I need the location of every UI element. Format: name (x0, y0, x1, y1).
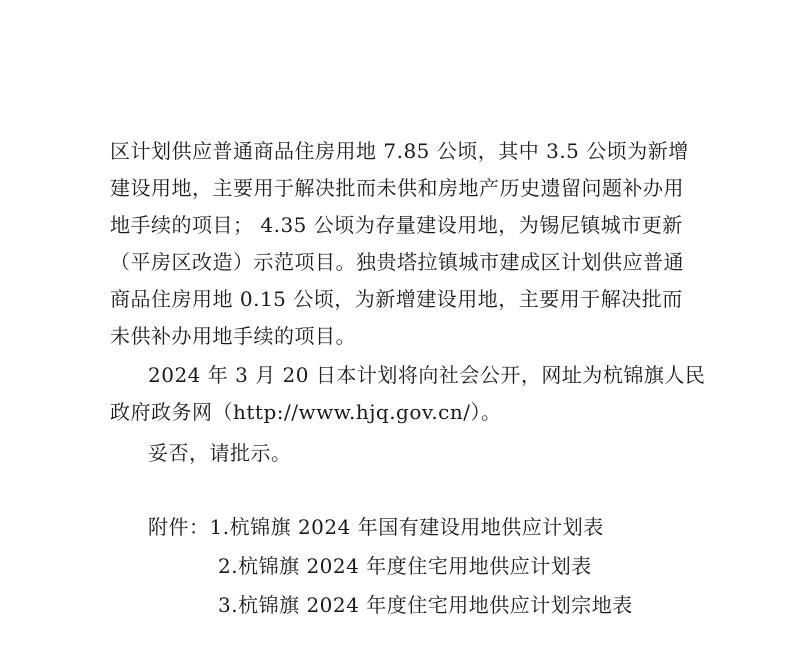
attachment-item-1: 附件：1.杭锦旗 2024 年国有建设用地供应计划表 (148, 515, 604, 539)
closing-request: 妥否，请批示。 (148, 441, 292, 465)
attachment-item-3: 3.杭锦旗 2024 年度住宅用地供应计划宗地表 (218, 593, 633, 617)
publication-line-1: 2024 年 3 月 20 日本计划将向社会公开，网址为杭锦旗人民 (148, 363, 706, 387)
publication-line-2: 政府政务网（http://www.hjq.gov.cn/）。 (110, 400, 502, 424)
paragraph-line-2: 建设用地，主要用于解决批而未供和房地产历史遗留问题补办用 (110, 176, 684, 200)
paragraph-line-4: （平房区改造）示范项目。独贵塔拉镇城市建成区计划供应普通 (110, 250, 684, 274)
paragraph-line-6: 未供补办用地手续的项目。 (110, 324, 356, 348)
paragraph-line-1: 区计划供应普通商品住房用地 7.85 公顷，其中 3.5 公顷为新增 (110, 139, 689, 163)
paragraph-line-3: 地手续的项目； 4.35 公顷为存量建设用地，为锡尼镇城市更新 (110, 213, 683, 237)
paragraph-line-5: 商品住房用地 0.15 公顷，为新增建设用地，主要用于解决批而 (110, 287, 683, 311)
attachment-item-2: 2.杭锦旗 2024 年度住宅用地供应计划表 (218, 554, 592, 578)
